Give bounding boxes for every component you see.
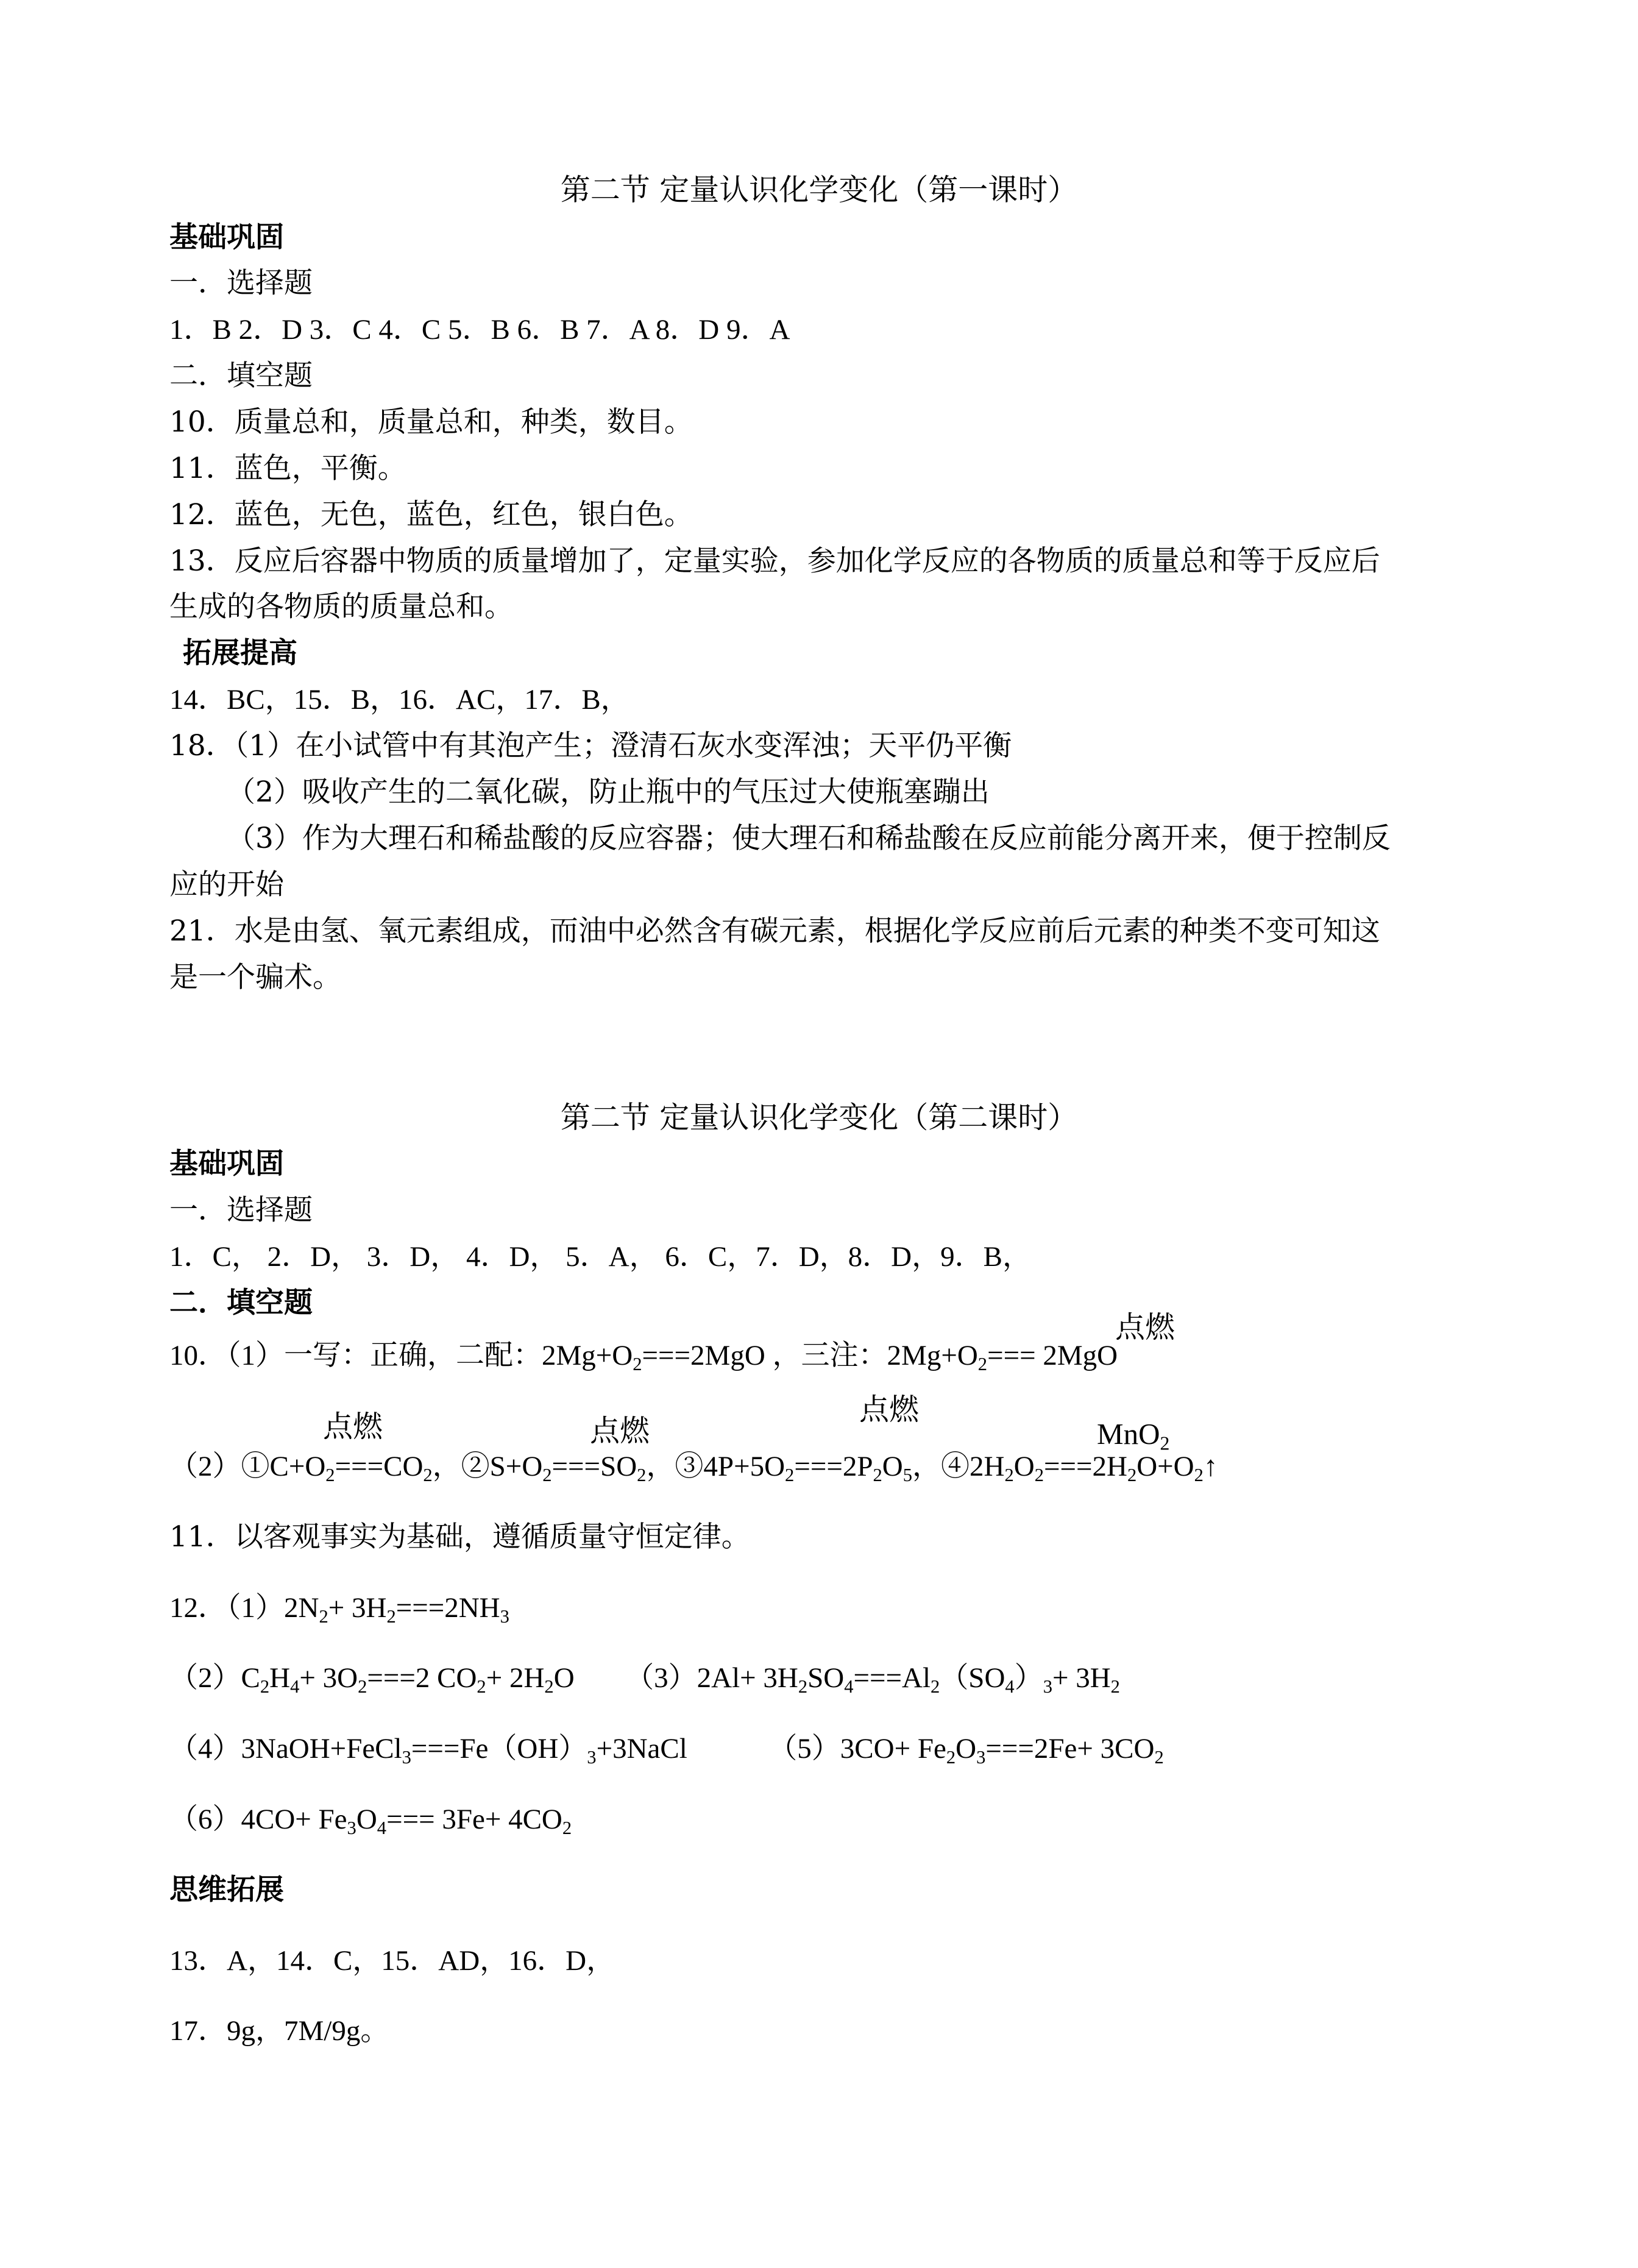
lesson1-title: 第二节 定量认识化学变化（第一课时） [560,172,1078,207]
lesson1-q21-line1: 21．水是由氢、氧元素组成，而油中必然含有碳元素，根据化学反应前后元素的种类不变可知这 [169,914,1380,948]
lesson2-heading-basic: 基础巩固 [169,1147,284,1181]
lesson1-q21-line2: 是一个骗术。 [169,961,341,994]
lesson1-heading-choice: 一．选择题 [169,266,313,300]
lesson1-q14: 14．BC，15．B，16．AC，17．B， [169,684,629,716]
lesson2-q12-1: 12．$(1)2N_2+ 3H_2===2NH_3$ [169,1592,509,1627]
lesson2-q12-4-5: $(4)3NaOH+FeCl_3===Fe(OH)_3+3NaCl$ $(5)3CO+ Fe_2O_3===2Fe+ 3CO_2$ [169,1733,1164,1768]
lesson2-q10-2: $(2)①C+O_2===CO_2$，$②S+O_2===SO_2$，$③4P+5O_2===2P_2O_5$，$④2H_2O_2===2H_2O+O_2↑$ [169,1451,1218,1486]
lesson2-q10-1: 10．（1）一写：正确，二配：$2Mg+O_2===2MgO$ ，三注：$2Mg+O_2=== 2MgO$ [169,1340,1118,1375]
lesson1-heading-basic: 基础巩固 [169,221,284,254]
lesson1-heading-fill: 二．填空题 [169,359,313,393]
lesson1-q12: 12．蓝色，无色，蓝色，红色，银白色。 [169,498,693,531]
lesson1-q10: 10．质量总和，质量总和，种类，数目。 [169,405,693,439]
lesson2-heading-thinking: 思维拓展 [169,1873,284,1907]
condition-ignite-p: 点燃 [859,1392,920,1427]
lesson2-q13: 13．A，14．C，15．AD，16．D， [169,1945,615,1977]
lesson1-q11: 11．蓝色，平衡。 [169,452,406,485]
lesson2-heading-choice: 一．选择题 [169,1193,313,1227]
condition-catalyst-mno2: MnO$_2$ [1097,1417,1170,1454]
lesson2-q12-6: $(6)4CO+ Fe_3O_4=== 3Fe+ 4CO_2$ [169,1804,572,1839]
lesson2-choice-answers: 1．C， 2．D， 3．D， 4．D， 5．A， 6．C，7．D，8．D，9．B， [169,1241,1031,1273]
lesson1-q18-2: （2）吸收产生的二氧化碳，防止瓶中的气压过大使瓶塞蹦出 [227,775,990,809]
lesson1-q13-line1: 13．反应后容器中物质的质量增加了，定量实验，参加化学反应的各物质的质量总和等于反应后 [169,544,1380,578]
lesson1-choice-answers: 1．B 2．D 3．C 4．C 5．B 6．B 7．A 8．D 9．A [169,314,790,346]
condition-ignite-c: 点燃 [323,1409,383,1444]
lesson2-q11: 11．以客观事实为基础，遵循质量守恒定律。 [169,1520,750,1554]
lesson2-q12-2-3: $(2)C_2H_4+ 3O_2===2$ $CO_2+ 2H_2O$ $(3)2Al+ 3H_2SO_4===Al_2(SO_4)_3+ 3H_2$ [169,1662,1120,1697]
lesson1-q18-3-line1: （3）作为大理石和稀盐酸的反应容器；使大理石和稀盐酸在反应前能分离开来，便于控制反 [227,822,1391,855]
lesson1-heading-extension: 拓展提高 [183,636,297,670]
condition-ignite-s: 点燃 [590,1413,650,1448]
lesson2-title: 第二节 定量认识化学变化（第二课时） [560,1100,1078,1135]
lesson2-heading-fill: 二．填空题 [169,1286,313,1320]
lesson1-q18-3-line2: 应的开始 [169,868,284,901]
condition-ignite-q10-1: 点燃 [1115,1310,1175,1345]
lesson2-q17: 17．9g，7M/9g。 [169,2015,389,2047]
lesson1-q18-1: 18．（1）在小试管中有其泡产生；澄清石灰水变浑浊；天平仍平衡 [169,729,1012,763]
lesson1-q13-line2: 生成的各物质的质量总和。 [169,590,513,624]
